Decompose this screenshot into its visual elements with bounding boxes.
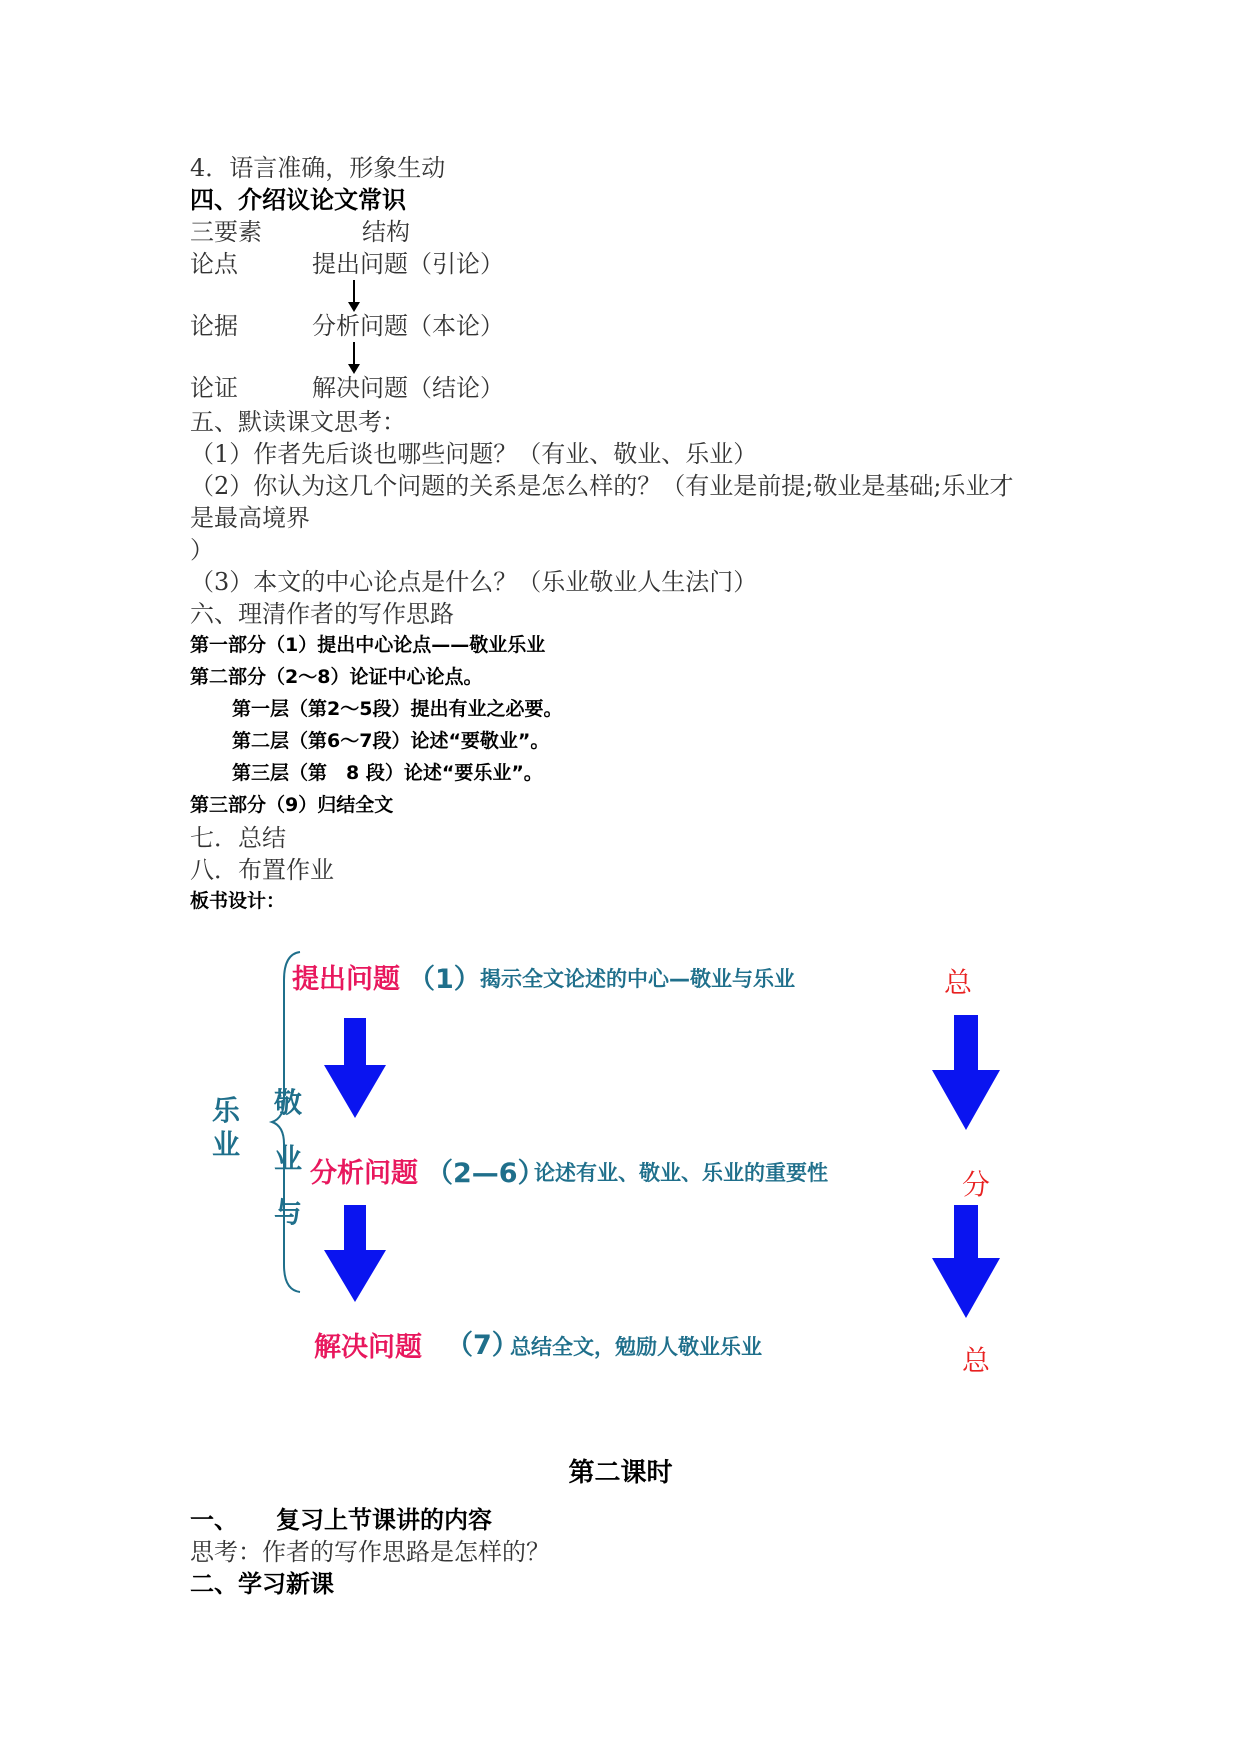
side-label: 业 bbox=[212, 1128, 241, 1161]
section-heading: 四、介绍议论文常识 bbox=[190, 186, 406, 214]
brace-icon bbox=[272, 952, 303, 1292]
down-arrow-icon bbox=[324, 1205, 386, 1302]
outline-layer: 第二层（第6～7段）论述“要敬业”。 bbox=[232, 730, 550, 752]
outline-layer: 第三层（第 8 段）论述“要乐业”。 bbox=[232, 762, 543, 784]
board-design-label: 板书设计： bbox=[190, 890, 286, 912]
summary-label: 总 bbox=[962, 1344, 991, 1377]
side-label: 与 bbox=[274, 1196, 303, 1229]
section-heading: 八．布置作业 bbox=[190, 856, 334, 884]
outline-part: 第二部分（2～8）论证中心论点。 bbox=[190, 666, 483, 688]
step-label: 提出问题 bbox=[292, 964, 400, 995]
summary-label: 分 bbox=[962, 1168, 991, 1201]
summary-label: 总 bbox=[944, 966, 973, 999]
step-description: 揭示全文论述的中心—敬业与乐业 bbox=[480, 967, 795, 991]
element-label: 论证 bbox=[190, 374, 238, 402]
question-continuation: ） bbox=[190, 536, 214, 564]
question: （2）你认为这几个问题的关系是怎么样的？（有业是前提;敬业是基础;乐业才 bbox=[190, 472, 1014, 500]
step-label: 解决问题 bbox=[314, 1332, 422, 1363]
section-heading: 二、学习新课 bbox=[190, 1570, 334, 1598]
step-description: 总结全文，勉励人敬业乐业 bbox=[510, 1335, 762, 1359]
step-description: 论述有业、敬业、乐业的重要性 bbox=[534, 1161, 828, 1185]
structure-label: 解决问题（结论） bbox=[312, 374, 504, 402]
board-diagram bbox=[0, 940, 1241, 1390]
text-line: 思考：作者的写作思路是怎样的？ bbox=[190, 1538, 550, 1566]
down-arrow-icon bbox=[344, 280, 364, 314]
section-number: 一、 bbox=[190, 1506, 238, 1534]
section-heading: 六、理清作者的写作思路 bbox=[190, 600, 454, 628]
step-number: （1） bbox=[408, 964, 481, 995]
down-arrow-icon bbox=[344, 342, 364, 376]
outline-layer: 第一层（第2～5段）提出有业之必要。 bbox=[232, 698, 563, 720]
down-arrow-icon bbox=[932, 1015, 1000, 1130]
outline-part: 第一部分（1）提出中心论点——敬业乐业 bbox=[190, 634, 546, 656]
side-label: 敬 bbox=[274, 1086, 303, 1119]
question-continuation: 是最高境界 bbox=[190, 504, 310, 532]
step-number: （7） bbox=[446, 1330, 519, 1361]
down-arrow-icon bbox=[324, 1018, 386, 1118]
table-header-elements: 三要素 bbox=[190, 218, 262, 246]
side-label: 业 bbox=[274, 1142, 303, 1175]
table-header-structure: 结构 bbox=[362, 218, 410, 246]
outline-part: 第三部分（9）归结全文 bbox=[190, 794, 394, 816]
structure-label: 提出问题（引论） bbox=[312, 250, 504, 278]
structure-label: 分析问题（本论） bbox=[312, 312, 504, 340]
text-line: 4．语言准确，形象生动 bbox=[190, 154, 446, 182]
step-number: （2—6） bbox=[426, 1158, 545, 1189]
step-label: 分析问题 bbox=[310, 1158, 418, 1189]
question: （1）作者先后谈也哪些问题？（有业、敬业、乐业） bbox=[190, 440, 758, 468]
section-heading: 复习上节课讲的内容 bbox=[276, 1506, 492, 1534]
section-heading: 七．总结 bbox=[190, 824, 286, 852]
question: （3）本文的中心论点是什么？（乐业敬业人生法门） bbox=[190, 568, 758, 596]
element-label: 论点 bbox=[190, 250, 238, 278]
side-label: 乐 bbox=[212, 1094, 241, 1127]
lesson-title: 第二课时 bbox=[568, 1458, 673, 1488]
section-heading: 五、默读课文思考： bbox=[190, 408, 406, 436]
element-label: 论据 bbox=[190, 312, 238, 340]
down-arrow-icon bbox=[932, 1205, 1000, 1318]
